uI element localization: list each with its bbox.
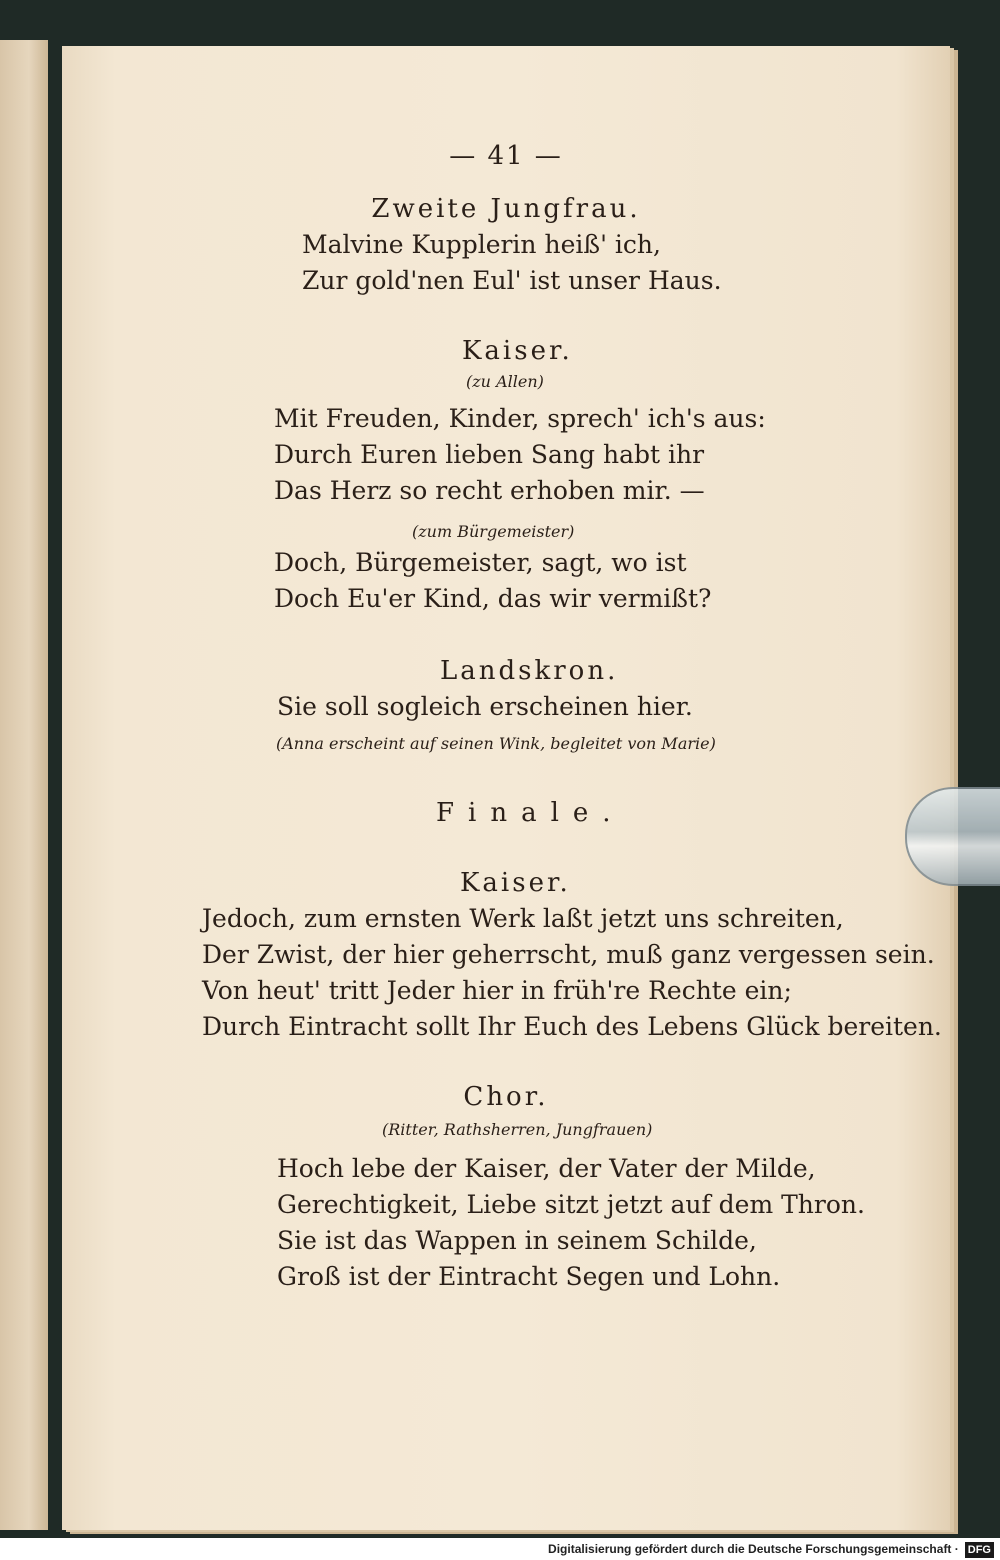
speaker-heading: Kaiser. — [460, 868, 571, 898]
left-page-edge — [0, 40, 48, 1530]
verse-line: Doch, Bürgemeister, sagt, wo ist — [274, 548, 687, 577]
verse-line: Jedoch, zum ernsten Werk laßt jetzt uns schreiten, — [202, 904, 844, 933]
verse-line: Von heut' tritt Jeder hier in früh're Rechte ein; — [202, 976, 792, 1005]
page-number: — 41 — — [449, 141, 563, 171]
stage-direction: (Ritter, Rathsherren, Jungfrauen) — [382, 1120, 653, 1139]
verse-line: Der Zwist, der hier geherrscht, muß ganz vergessen sein. — [202, 940, 935, 969]
verse-line: Sie ist das Wappen in seinem Schilde, — [277, 1226, 757, 1255]
dfg-logo: DFG — [965, 1542, 994, 1558]
verse-line: Malvine Kupplerin heiß' ich, — [302, 230, 661, 259]
verse-line: Zur gold'nen Eul' ist unser Haus. — [302, 266, 722, 295]
digitization-footer — [0, 1538, 1000, 1560]
verse-line: Gerechtigkeit, Liebe sitzt jetzt auf dem Thron. — [277, 1190, 865, 1219]
verse-line: Groß ist der Eintracht Segen und Lohn. — [277, 1262, 781, 1291]
speaker-heading: Landskron. — [440, 656, 619, 686]
speaker-heading: Kaiser. — [462, 336, 573, 366]
verse-line: Durch Eintracht sollt Ihr Euch des Lebens Glück bereiten. — [202, 1012, 942, 1041]
verse-line: Durch Euren lieben Sang habt ihr — [274, 440, 705, 469]
speaker-heading: Chor. — [463, 1082, 549, 1112]
page-content — [62, 46, 950, 1530]
stage-direction: (Anna erscheint auf seinen Wink, begleitet von Marie) — [276, 734, 716, 753]
verse-line: Das Herz so recht erhoben mir. — — [274, 476, 705, 505]
verse-line: Doch Eu'er Kind, das wir vermißt? — [274, 584, 712, 613]
section-heading: Finale. — [436, 798, 625, 828]
stage-direction: (zum Bürgemeister) — [412, 522, 575, 541]
verse-line: Hoch lebe der Kaiser, der Vater der Milde, — [277, 1154, 816, 1183]
verse-line: Sie soll sogleich erscheinen hier. — [277, 692, 693, 721]
verse-line: Mit Freuden, Kinder, sprech' ich's aus: — [274, 404, 766, 433]
speaker-heading: Zweite Jungfrau. — [371, 194, 641, 224]
stage-direction: (zu Allen) — [466, 372, 544, 391]
footer-credit: Digitalisierung gefördert durch die Deutsche Forschungsgemeinschaft · — [548, 1542, 959, 1556]
